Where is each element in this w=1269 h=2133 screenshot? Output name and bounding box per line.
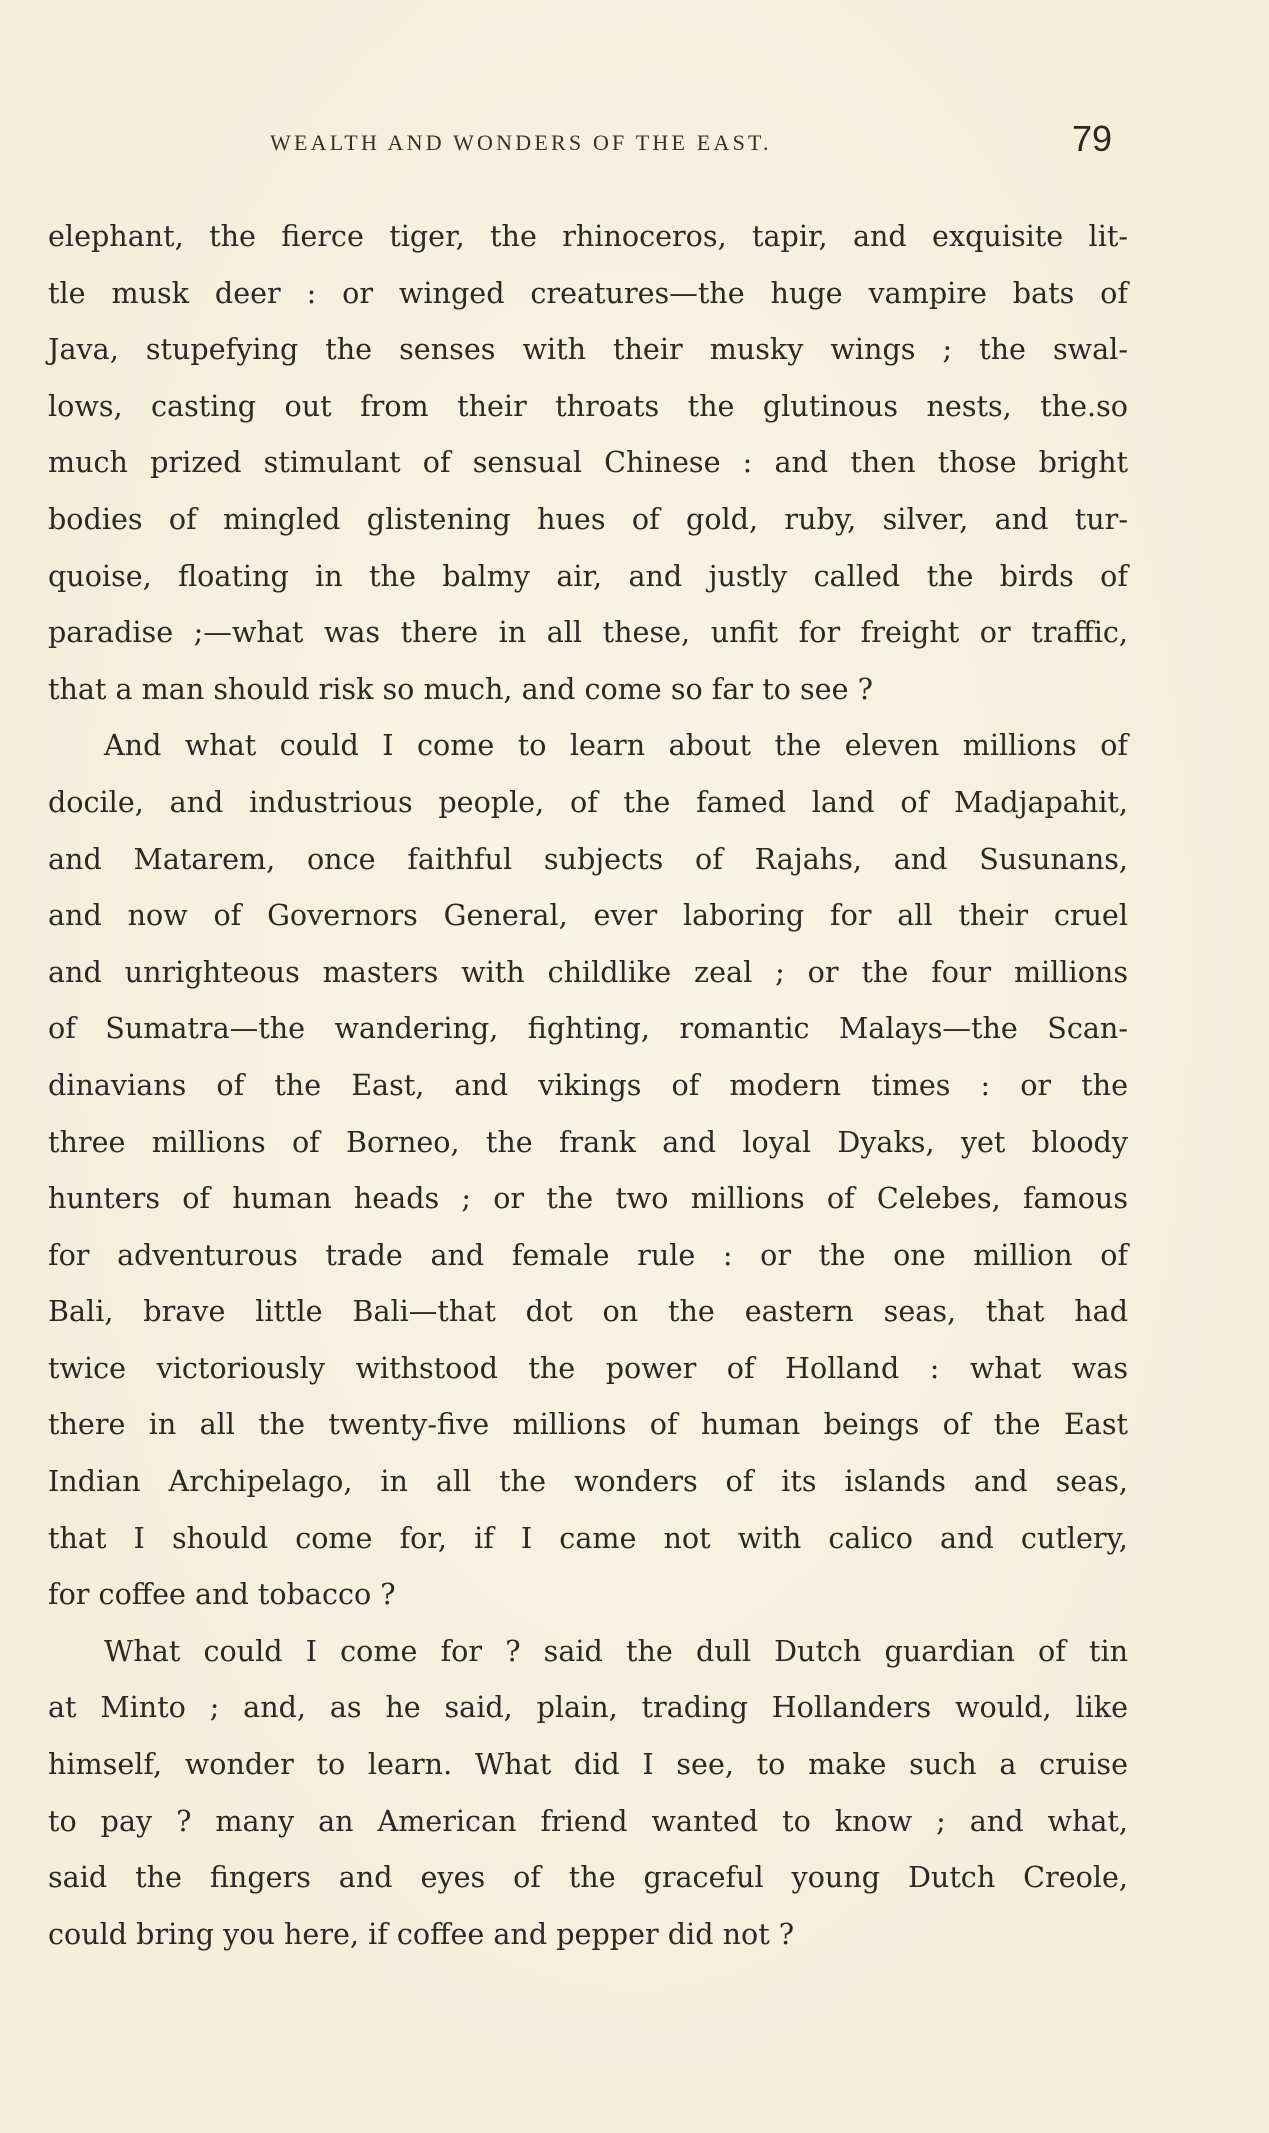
text-line: three millions of Borneo, the frank and loyal Dyaks, yet bloody bbox=[48, 1124, 1128, 1159]
text-line: at Minto ; and, as he said, plain, trading Hollanders would, like bbox=[48, 1690, 1128, 1725]
text-line: much prized stimulant of sensual Chinese : and then those bright bbox=[48, 445, 1128, 480]
text-line: What could I come for ? said the dull Dutch guardian of tin bbox=[104, 1633, 1128, 1668]
text-line: lows, casting out from their throats the glutinous nests, the.so bbox=[48, 388, 1128, 423]
paragraph-2 bbox=[48, 717, 1128, 1623]
text-line: And what could I come to learn about the eleven millions of bbox=[104, 728, 1128, 763]
text-line: and now of Governors General, ever laboring for all their cruel bbox=[48, 898, 1128, 933]
text-line: for adventurous trade and female rule : or the one million of bbox=[48, 1237, 1128, 1272]
text-line: Indian Archipelago, in all the wonders of its islands and seas, bbox=[48, 1464, 1128, 1499]
running-title: WEALTH AND WONDERS OF THE EAST. bbox=[270, 130, 772, 155]
text-line: Bali, brave little Bali—that dot on the eastern seas, that had bbox=[48, 1294, 1128, 1329]
text-line: and Matarem, once faithful subjects of Rajahs, and Susunans, bbox=[48, 841, 1128, 876]
text-line: that I should come for, if I came not with calico and cutlery, bbox=[48, 1520, 1128, 1555]
text-line: said the fingers and eyes of the graceful young Dutch Creole, bbox=[48, 1860, 1128, 1895]
text-line: to pay ? many an American friend wanted to know ; and what, bbox=[48, 1803, 1128, 1838]
text-line: tle musk deer : or winged creatures—the huge vampire bats of bbox=[48, 275, 1128, 310]
text-line: that a man should risk so much, and come so far to see ? bbox=[48, 671, 873, 706]
text-line: of Sumatra—the wandering, fighting, romantic Malays—the Scan- bbox=[48, 1011, 1128, 1046]
text-line: Java, stupefying the senses with their musky wings ; the swal- bbox=[48, 332, 1128, 367]
text-line: there in all the twenty-five millions of human beings of the East bbox=[48, 1407, 1128, 1442]
page-number: 79 bbox=[1072, 118, 1113, 159]
text-line: bodies of mingled glistening hues of gold, ruby, silver, and tur- bbox=[48, 501, 1128, 536]
text-line: and unrighteous masters with childlike zeal ; or the four millions bbox=[48, 954, 1128, 989]
text-line: himself, wonder to learn. What did I see, to make such a cruise bbox=[48, 1747, 1128, 1782]
text-line: quoise, floating in the balmy air, and justly called the birds of bbox=[48, 558, 1128, 593]
text-line: could bring you here, if coffee and pepper did not ? bbox=[48, 1916, 795, 1951]
text-line: dinavians of the East, and vikings of modern times : or the bbox=[48, 1067, 1128, 1102]
text-line: paradise ;—what was there in all these, unfit for freight or traffic, bbox=[48, 615, 1128, 650]
text-line: docile, and industrious people, of the famed land of Madjapahit, bbox=[48, 784, 1128, 819]
text-line: for coffee and tobacco ? bbox=[48, 1577, 396, 1612]
text-line: twice victoriously withstood the power of Holland : what was bbox=[48, 1350, 1128, 1385]
text-line: elephant, the fierce tiger, the rhinoceros, tapir, and exquisite lit- bbox=[48, 219, 1128, 253]
paragraph-3 bbox=[48, 1623, 1128, 1963]
body-text bbox=[48, 208, 1128, 1962]
text-line: hunters of human heads ; or the two millions of Celebes, famous bbox=[48, 1181, 1128, 1216]
running-head bbox=[0, 118, 1269, 168]
paragraph-1 bbox=[48, 208, 1128, 717]
